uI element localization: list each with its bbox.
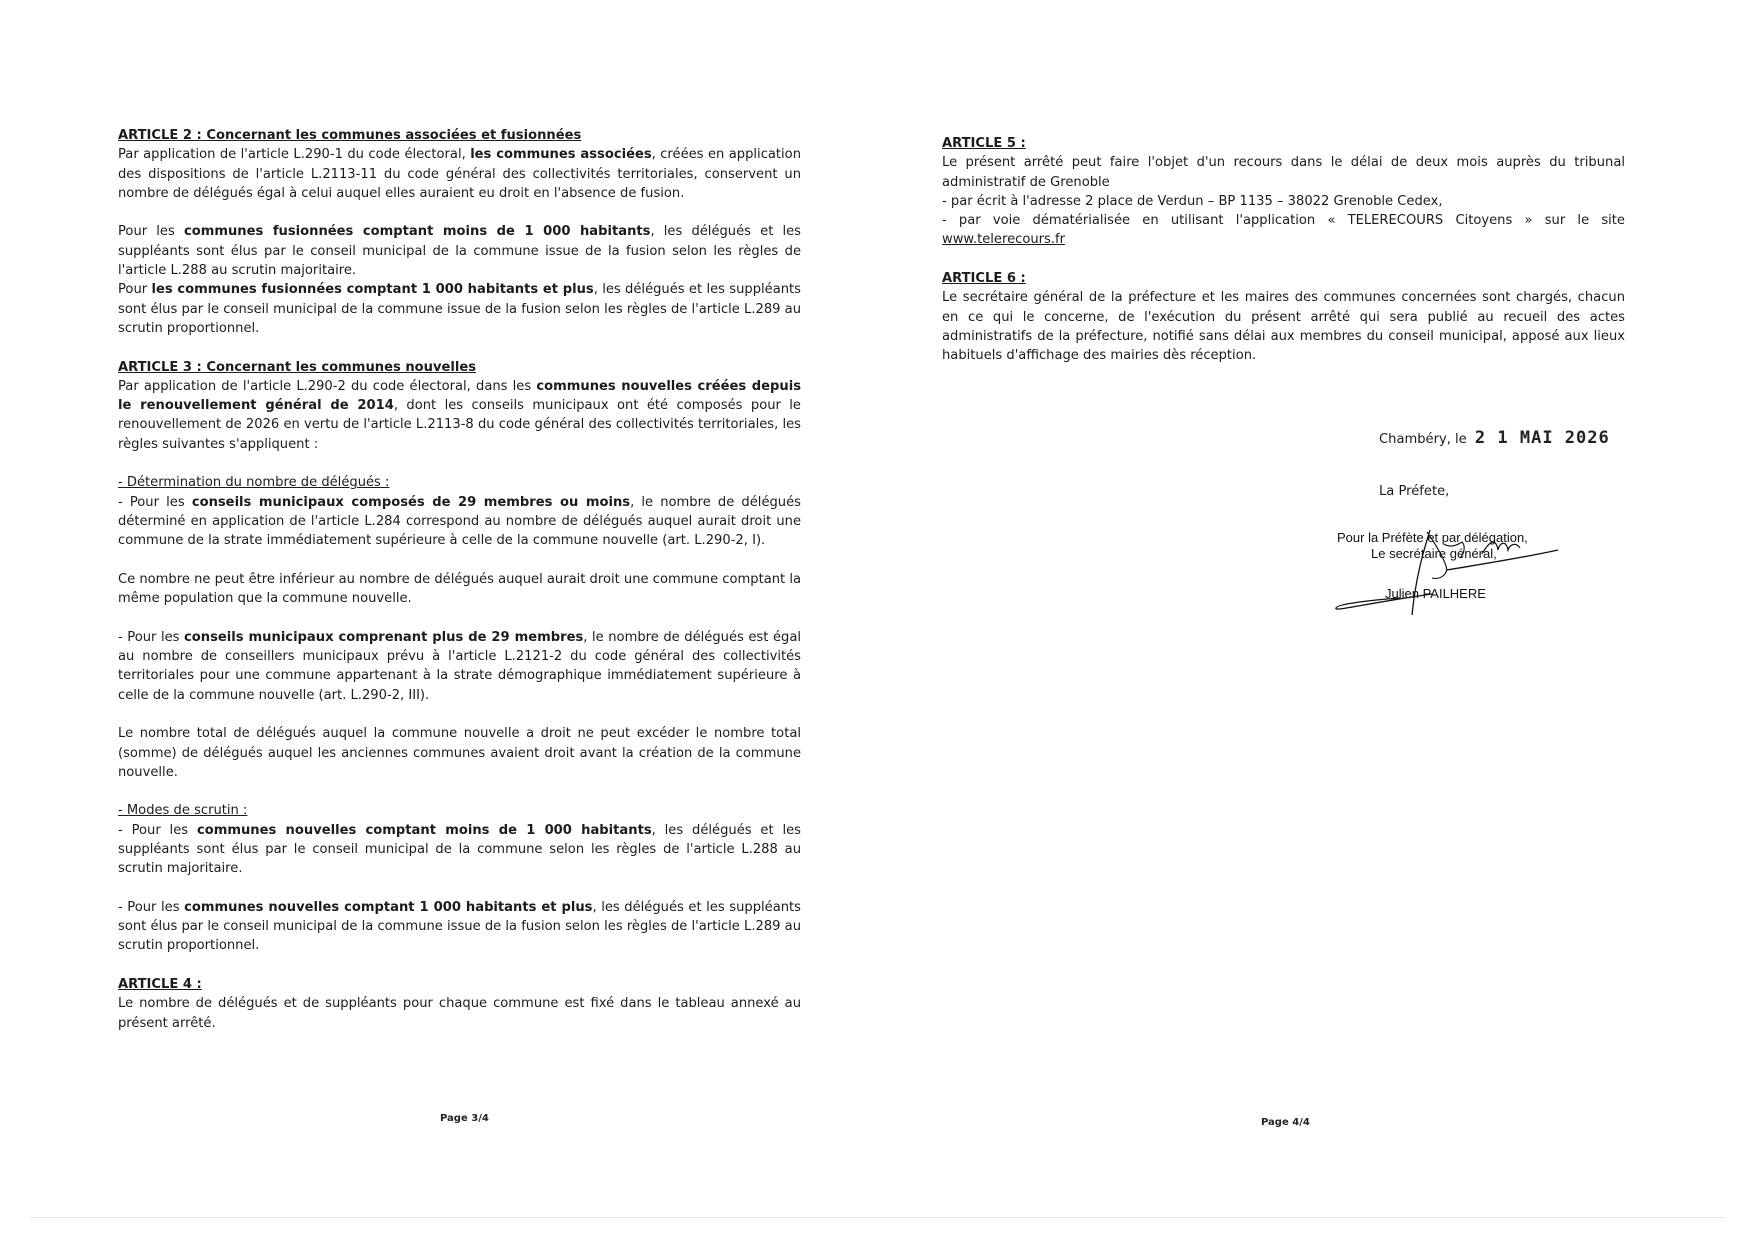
signature-block	[877, 0, 1754, 1240]
page-3	[0, 0, 877, 1240]
article-4-title: ARTICLE 4 :	[118, 977, 202, 993]
article-5-title: ARTICLE 5 :	[942, 136, 1026, 151]
page-number: Page 4/4	[1261, 1117, 1310, 1128]
article-5-paragraph-1: Le présent arrêté peut faire l'objet d'un recours dans le délai de deux mois auprès du tribunal administratif de Grenoble	[942, 155, 1625, 190]
article-6-paragraph-1: Le secrétaire général de la préfecture et les maires des communes concernées sont chargés, chacun en ce qui le concerne, de l'exécution du présent arrêté qui sera publié au recueil des actes administratifs de la préfecture, notifié sans délai aux membres du conseil municipal, apposé aux lieux habituels d'affichage des mairies dès réception.	[942, 290, 1625, 364]
article-2-paragraph-1: Par application de l'article L.290-1 du code électoral, les communes associées, créées en application des dispositions de l'article L.2113-11 du code général des collectivités territoriales, conservent un nombre de délégués égal à celui auquel elles auraient eu droit en l'absence de fusion.	[118, 147, 801, 201]
article-3-paragraph-1: Par application de l'article L.290-2 du code électoral, dans les communes nouvelles créées depuis le renouvellement général de 2014, dont les conseils municipaux ont été composés pour le renouvellement de 2026 en vertu de l'article L.2113-8 du code général des collectivités territoriales, les règles suivantes s'appliquent :	[118, 378, 801, 452]
article-3-paragraph-2: - Pour les conseils municipaux composés de 29 membres ou moins, le nombre de délégués déterminé en application de l'article L.284 correspond au nombre de délégués auquel aurait droit une commune de la strate immédiatement supérieure à celle de la commune nouvelle (art. L.290-2, I).	[118, 494, 801, 549]
article-3-paragraph-6: - Pour les communes nouvelles comptant moins de 1 000 habitants, les délégués et les suppléants sont élus par le conseil municipal de la commune selon les règles de l'article L.288 au scrutin majoritaire.	[118, 822, 801, 877]
telerecours-link[interactable]: www.telerecours.fr	[942, 232, 1065, 248]
date-line	[1379, 428, 1619, 448]
date-stamp: 2 1 MAI 2026	[1474, 428, 1610, 448]
article-2-paragraph-2: Pour les communes fusionnées comptant moins de 1 000 habitants, les délégués et les suppléants sont élus par le conseil municipal de la commune issue de la fusion selon les règles de l'article L.288 au scrutin majoritaire.	[118, 224, 801, 279]
delegation-line-2: Le secrétaire général,	[1371, 546, 1497, 561]
article-3-paragraph-5: Le nombre total de délégués auquel la commune nouvelle a droit ne peut excéder le nombre total (somme) de délégués auquel les anciennes communes avaient droit avant la création de la commune nouvelle.	[118, 726, 801, 780]
place-label: Chambéry, le	[1379, 432, 1467, 447]
article-3-paragraph-7: - Pour les communes nouvelles comptant 1 000 habitants et plus, les délégués et les suppléants sont élus par le conseil municipal de la commune issue de la fusion selon les règles de l'article L.289 au scrutin proportionnel.	[118, 899, 801, 954]
article-2-title: ARTICLE 2 : Concernant les communes associées et fusionnées	[118, 128, 582, 143]
article-3-paragraph-3: Ce nombre ne peut être inférieur au nombre de délégués auquel aurait droit une commune comptant la même population que la commune nouvelle.	[118, 571, 801, 607]
article-5-paragraph-3: - par voie dématérialisée en utilisant l'application « TELERECOURS Citoyens » sur le site www.telerecours.fr	[942, 213, 1625, 248]
prefete-label: La Préfete,	[1379, 484, 1450, 499]
handwritten-signature-icon	[1332, 520, 1562, 620]
page-3-body	[118, 126, 801, 1033]
subsection-delegates-title: - Détermination du nombre de délégués :	[118, 475, 390, 491]
article-6-title: ARTICLE 6 :	[942, 271, 1026, 287]
delegation-line-1: Pour la Préfète et par délégation,	[1337, 530, 1528, 545]
article-3-title: ARTICLE 3 : Concernant les communes nouvelles	[118, 359, 477, 375]
subsection-voting-title: - Modes de scrutin :	[118, 803, 248, 819]
article-2-paragraph-3: Pour les communes fusionnées comptant 1 000 habitants et plus, les délégués et les suppléants sont élus par le conseil municipal de la commune issue de la fusion selon les règles de l'article L.289 au scrutin proportionnel.	[118, 282, 801, 336]
article-5-paragraph-2: - par écrit à l'adresse 2 place de Verdun – BP 1135 – 38022 Grenoble Cedex,	[942, 193, 1443, 209]
scan-edge-line	[30, 1217, 1725, 1218]
page-4	[877, 0, 1754, 1240]
article-3-paragraph-4: - Pour les conseils municipaux comprenant plus de 29 membres, le nombre de délégués est égal au nombre de conseillers municipaux prévu à l'article L.2121-2 du code général des collectivités territoriales pour une commune appartenant à la strate démographique immédiatement supérieure à celle de la commune nouvelle (art. L.290-2, III).	[118, 629, 801, 703]
page-number: Page 3/4	[440, 1113, 489, 1124]
article-4-paragraph-1: Le nombre de délégués et de suppléants pour chaque commune est fixé dans le tableau annexé au présent arrêté.	[118, 996, 801, 1031]
signatory-name: Julien PAILHERE	[1385, 586, 1486, 601]
